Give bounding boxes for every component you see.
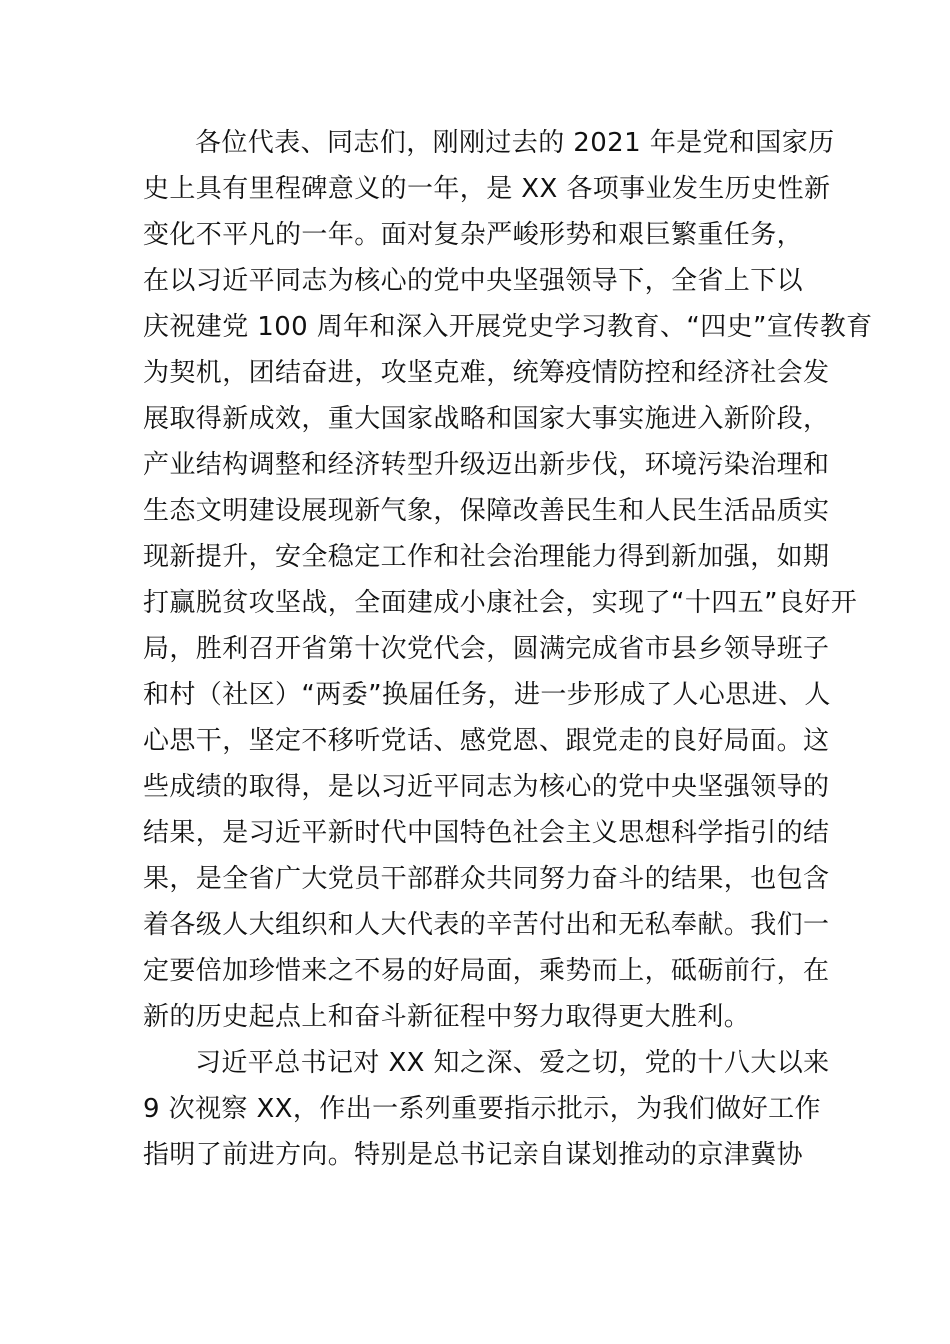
text-line: 新的历史起点上和奋斗新征程中努力取得更大胜利。: [143, 1002, 751, 1032]
text-line: 在以习近平同志为核心的党中央坚强领导下，全省上下以: [143, 266, 804, 296]
text-line: 现新提升，安全稳定工作和社会治理能力得到新加强，如期: [143, 542, 830, 572]
text-line: 9 次视察 XX，作出一系列重要指示批示，为我们做好工作: [143, 1094, 821, 1124]
text-line: 生态文明建设展现新气象，保障改善民生和人民生活品质实: [143, 496, 830, 526]
text-line: 局，胜利召开省第十次党代会，圆满完成省市县乡领导班子: [143, 634, 830, 664]
text-line: 各位代表、同志们，刚刚过去的 2021 年是党和国家历: [195, 128, 835, 158]
text-line: 些成绩的取得，是以习近平同志为核心的党中央坚强领导的: [143, 772, 830, 802]
body-text: [143, 120, 873, 1178]
text-line: 为契机，团结奋进，攻坚克难，统筹疫情防控和经济社会发: [143, 358, 830, 388]
text-line: 打赢脱贫攻坚战，全面建成小康社会，实现了“十四五”良好开: [143, 588, 858, 618]
text-line: 果，是全省广大党员干部群众共同努力奋斗的结果，也包含: [143, 864, 830, 894]
text-line: 和村（社区）“两委”换届任务，进一步形成了人心思进、人: [143, 680, 831, 710]
text-line: 心思干，坚定不移听党话、感党恩、跟党走的良好局面。这: [143, 726, 830, 756]
text-line: 定要倍加珍惜来之不易的好局面，乘势而上，砥砺前行，在: [143, 956, 830, 986]
text-line: 着各级人大组织和人大代表的辛苦付出和无私奉献。我们一: [143, 910, 830, 940]
text-line: 庆祝建党 100 周年和深入开展党史学习教育、“四史”宣传教育: [143, 312, 873, 342]
paragraph-2: [143, 1040, 830, 1178]
text-line: 结果，是习近平新时代中国特色社会主义思想科学指引的结: [143, 818, 830, 848]
text-line: 变化不平凡的一年。面对复杂严峻形势和艰巨繁重任务，: [143, 220, 804, 250]
text-line: 展取得新成效，重大国家战略和国家大事实施进入新阶段，: [143, 404, 830, 434]
text-line: 史上具有里程碑意义的一年，是 XX 各项事业发生历史性新: [143, 174, 831, 204]
paragraph-1: [143, 120, 873, 1040]
text-line: 产业结构调整和经济转型升级迈出新步伐，环境污染治理和: [143, 450, 830, 480]
text-line: 指明了前进方向。特别是总书记亲自谋划推动的京津冀协: [143, 1140, 804, 1170]
text-line: 习近平总书记对 XX 知之深、爱之切，党的十八大以来: [195, 1048, 830, 1078]
